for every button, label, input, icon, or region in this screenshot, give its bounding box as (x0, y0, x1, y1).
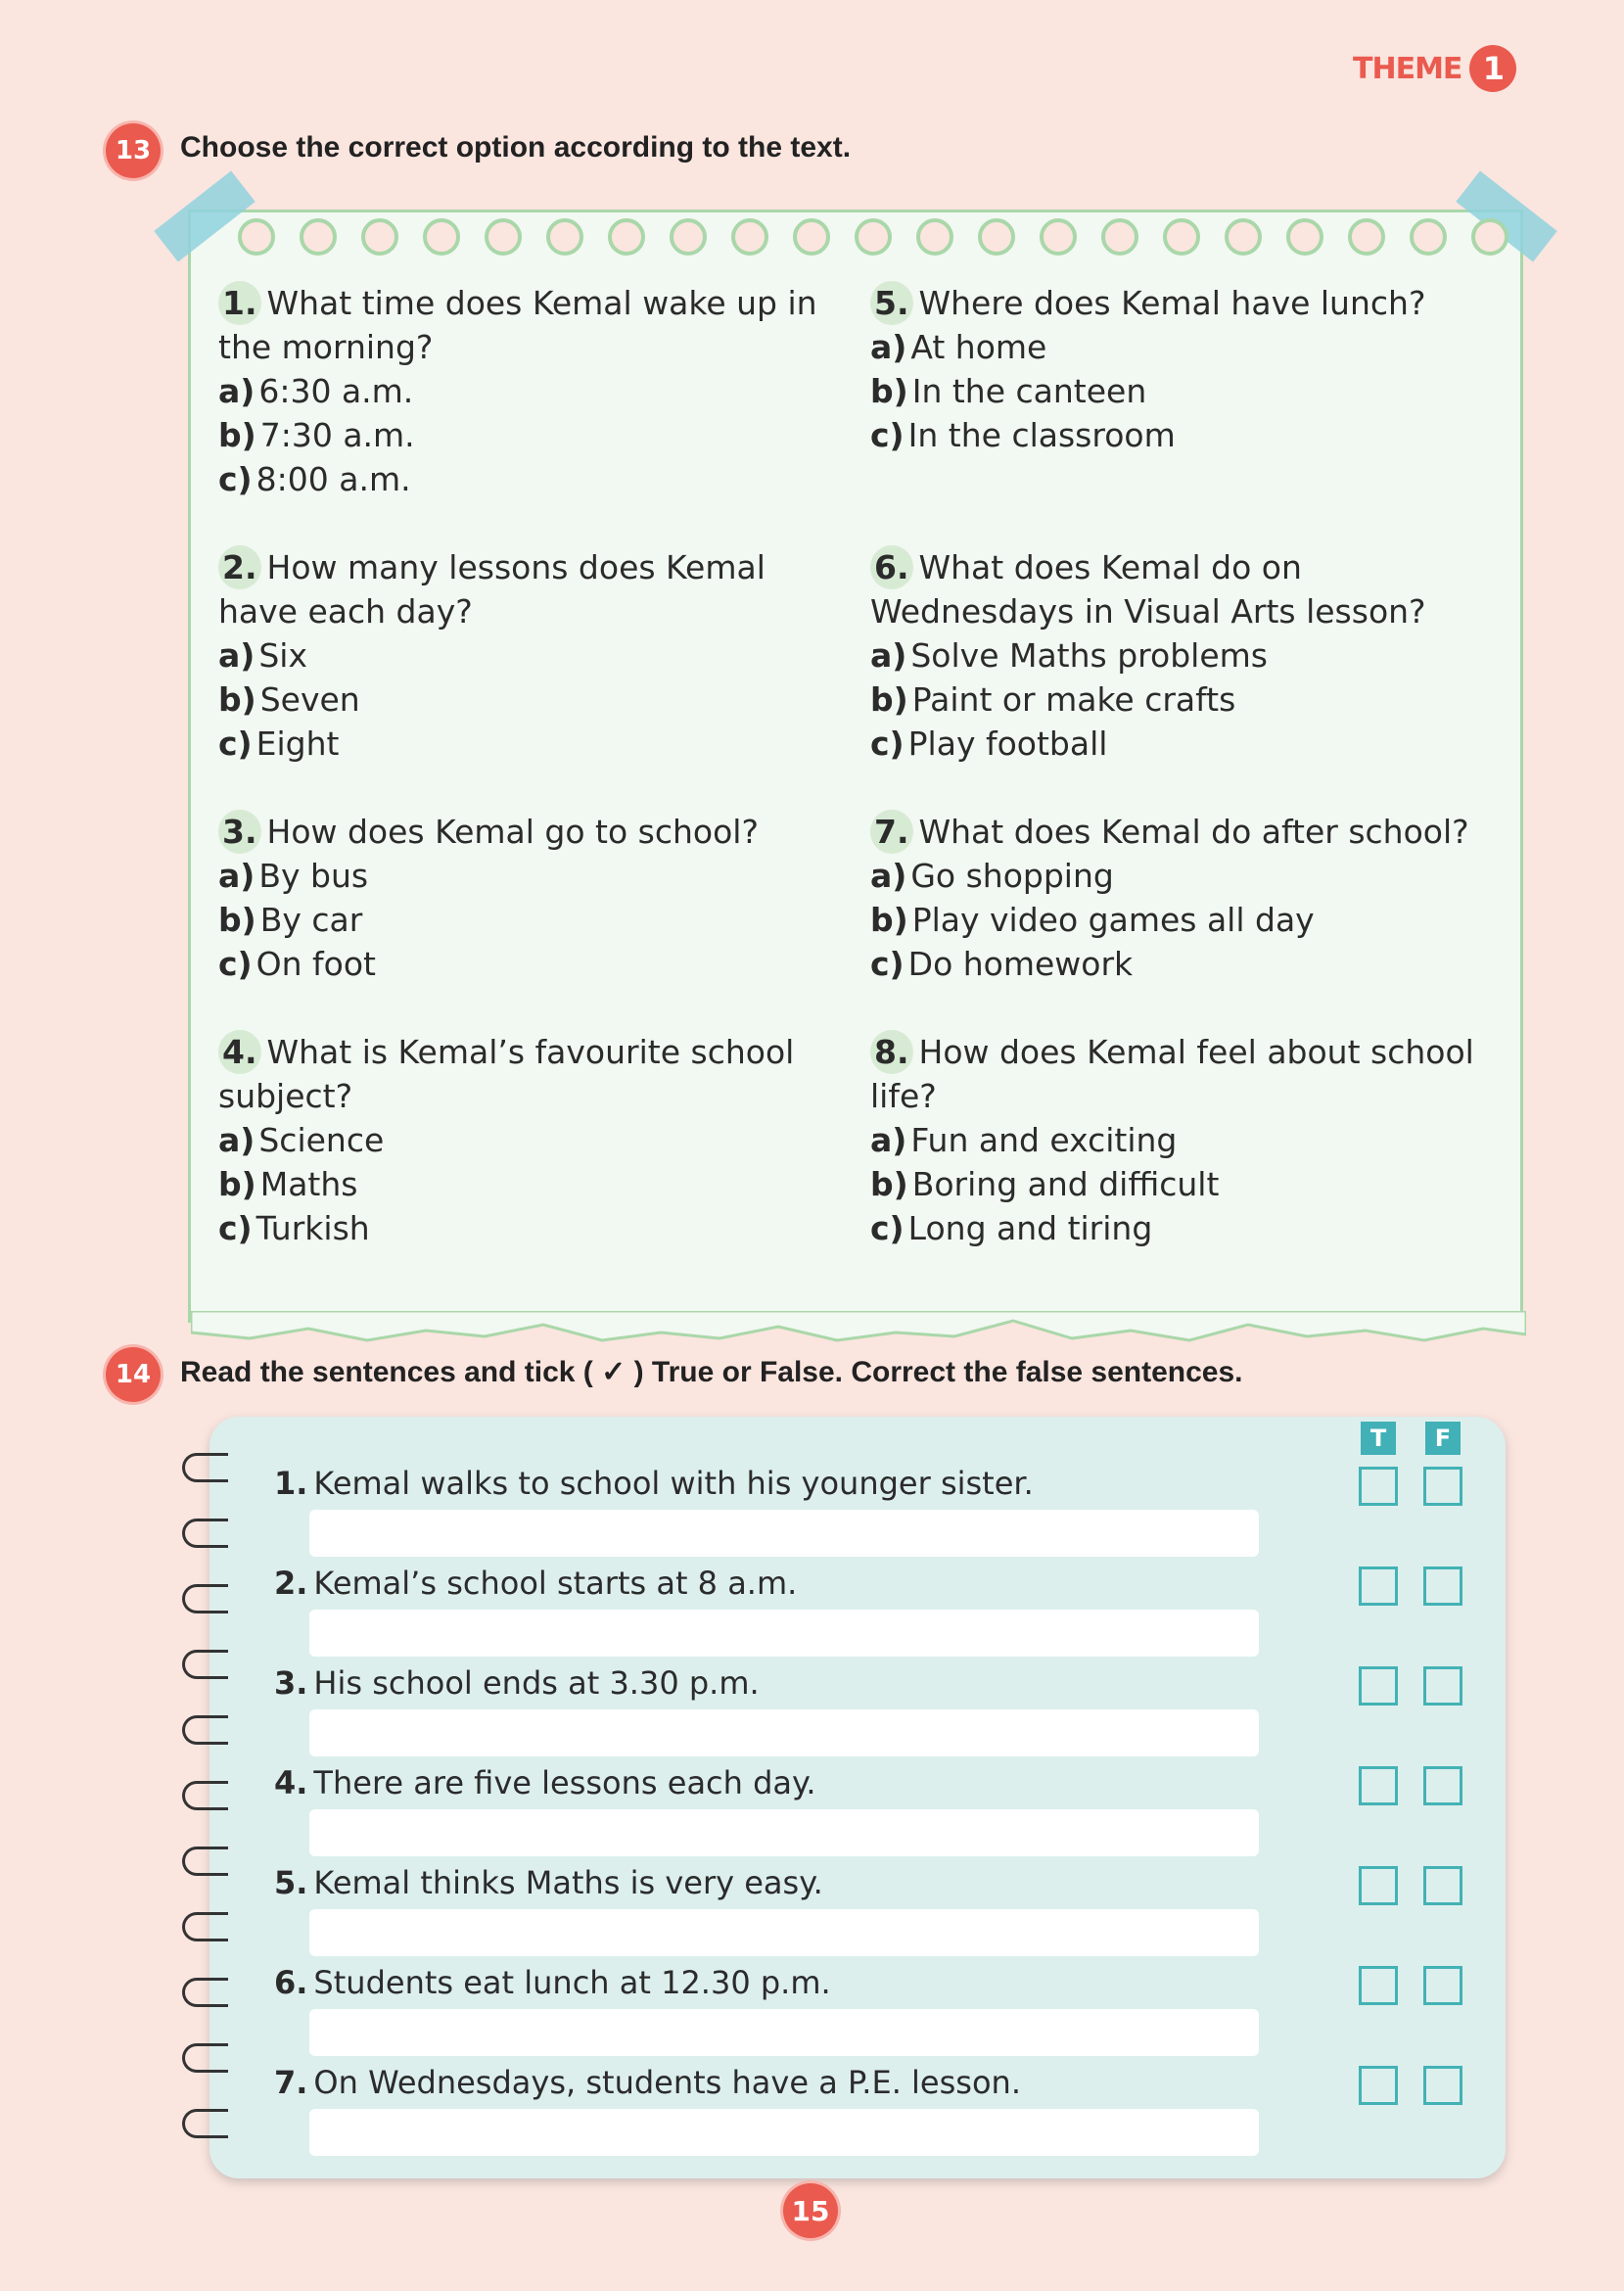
question-text: How does Kemal go to school? (266, 813, 759, 851)
answer-option[interactable] (218, 1162, 845, 1206)
statement-number: 4. (274, 1764, 308, 1801)
notebook-rings (238, 218, 1508, 256)
ring-hole (978, 218, 1015, 256)
answer-option[interactable] (218, 413, 845, 457)
answer-option[interactable] (870, 633, 1497, 678)
ring-hole (300, 218, 337, 256)
option-text: Maths (259, 1165, 358, 1203)
answer-option[interactable] (870, 854, 1497, 898)
true-checkbox[interactable] (1359, 1467, 1398, 1506)
ring-hole (793, 218, 830, 256)
statement-2 (274, 1565, 797, 1602)
spiral-binding-loop (182, 1715, 228, 1745)
option-text: Eight (255, 725, 340, 763)
ring-hole (238, 218, 275, 256)
question-2 (218, 545, 845, 766)
statement-number: 2. (274, 1565, 308, 1602)
answer-option[interactable] (218, 942, 845, 986)
correction-answer-line[interactable] (309, 1809, 1259, 1856)
task-13-number: 13 (106, 123, 161, 178)
option-letter: b) (218, 1165, 256, 1203)
statement-4 (274, 1764, 816, 1801)
option-letter: b) (218, 416, 256, 454)
option-text: 6:30 a.m. (258, 372, 414, 410)
question-text: What time does Kemal wake up in the morning? (218, 284, 817, 366)
statement-text: His school ends at 3.30 p.m. (313, 1664, 760, 1702)
option-letter: b) (218, 901, 256, 939)
theme-text: THEME (1353, 51, 1462, 86)
option-letter: c) (218, 1209, 253, 1247)
option-letter: a) (218, 857, 255, 895)
option-letter: b) (870, 372, 908, 410)
question-number: 6. (870, 545, 913, 589)
ring-hole (1163, 218, 1200, 256)
ring-hole (546, 218, 583, 256)
option-letter: a) (218, 372, 255, 410)
answer-option[interactable] (870, 325, 1497, 369)
question-stem (870, 281, 1497, 325)
false-checkbox[interactable] (1423, 1566, 1462, 1606)
option-letter: a) (218, 636, 255, 675)
option-letter: a) (870, 328, 907, 366)
ring-hole (1348, 218, 1385, 256)
question-text: What does Kemal do on Wednesdays in Visual Arts lesson? (870, 548, 1426, 631)
statement-text: There are five lessons each day. (313, 1764, 816, 1801)
option-text: In the canteen (911, 372, 1147, 410)
statement-5 (274, 1864, 823, 1901)
spiral-binding-loop (182, 2043, 228, 2073)
true-checkbox[interactable] (1359, 1566, 1398, 1606)
question-8 (870, 1030, 1497, 1250)
question-6 (870, 545, 1497, 766)
answer-option[interactable] (218, 1118, 845, 1162)
answer-option[interactable] (218, 633, 845, 678)
spiral-binding-loop (182, 1584, 228, 1613)
option-letter: c) (218, 945, 253, 983)
false-checkbox[interactable] (1423, 1467, 1462, 1506)
question-7 (870, 810, 1497, 986)
task-13-instruction: Choose the correct option according to the text. (180, 131, 852, 164)
option-text: Seven (259, 680, 360, 719)
true-checkbox[interactable] (1359, 1866, 1398, 1905)
task-14-number: 14 (106, 1347, 161, 1402)
option-text: Do homework (907, 945, 1134, 983)
question-stem (870, 810, 1497, 854)
question-card (188, 210, 1523, 1323)
statement-number: 7. (274, 2064, 308, 2101)
option-text: At home (910, 328, 1047, 366)
option-text: In the classroom (907, 416, 1176, 454)
ring-hole (423, 218, 460, 256)
correction-answer-line[interactable] (309, 1709, 1259, 1756)
statement-text: Kemal’s school starts at 8 a.m. (313, 1565, 798, 1602)
ring-hole (1410, 218, 1447, 256)
spiral-binding-loop (182, 2109, 228, 2138)
statement-3 (274, 1664, 760, 1702)
answer-option[interactable] (870, 369, 1497, 413)
option-text: Science (258, 1121, 385, 1159)
statement-number: 5. (274, 1864, 308, 1901)
question-text: How many lessons does Kemal have each day? (218, 548, 766, 631)
question-stem (218, 281, 845, 369)
question-text: Where does Kemal have lunch? (918, 284, 1426, 322)
ring-hole (485, 218, 522, 256)
question-text: What is Kemal’s favourite school subject? (218, 1033, 795, 1115)
true-checkbox[interactable] (1359, 2066, 1398, 2105)
page-number: 15 (783, 2183, 838, 2238)
question-number: 5. (870, 281, 913, 325)
option-text: Play video games all day (911, 901, 1315, 939)
option-text: Paint or make crafts (911, 680, 1236, 719)
option-text: Go shopping (910, 857, 1114, 895)
false-checkbox[interactable] (1423, 1966, 1462, 2005)
spiral-binding-loop (182, 1978, 228, 2007)
spiral-binding-loop (182, 1781, 228, 1810)
answer-option[interactable] (218, 1206, 845, 1250)
answer-option[interactable] (218, 898, 845, 942)
question-number: 7. (870, 810, 913, 854)
spiral-binding-loop (182, 1650, 228, 1679)
answer-option[interactable] (870, 678, 1497, 722)
ring-hole (1040, 218, 1077, 256)
ring-hole (731, 218, 768, 256)
true-column-header: T (1361, 1422, 1396, 1455)
option-letter: a) (218, 1121, 255, 1159)
option-letter: a) (870, 857, 907, 895)
question-3 (218, 810, 845, 986)
question-number: 3. (218, 810, 261, 854)
option-letter: b) (870, 901, 908, 939)
option-text: Fun and exciting (910, 1121, 1178, 1159)
statement-number: 3. (274, 1664, 308, 1702)
answer-option[interactable] (870, 898, 1497, 942)
question-text: How does Kemal feel about school life? (870, 1033, 1474, 1115)
true-checkbox[interactable] (1359, 1666, 1398, 1706)
option-letter: c) (870, 416, 905, 454)
ring-hole (608, 218, 645, 256)
correction-answer-line[interactable] (309, 1610, 1259, 1657)
question-stem (218, 545, 845, 633)
torn-paper-edge (191, 1311, 1526, 1350)
statement-text: On Wednesdays, students have a P.E. lesson. (313, 2064, 1021, 2101)
question-stem (870, 545, 1497, 633)
option-text: Play football (907, 725, 1108, 763)
task-14-instruction: Read the sentences and tick ( ✓ ) True or False. Correct the false sentences. (180, 1356, 1243, 1388)
theme-number-badge: 1 (1469, 45, 1516, 92)
option-text: By bus (258, 857, 369, 895)
option-text: Solve Maths problems (910, 636, 1268, 675)
spiral-binding-loop (182, 1453, 228, 1482)
option-letter: c) (218, 725, 253, 763)
answer-option[interactable] (218, 457, 845, 501)
statement-number: 1. (274, 1465, 308, 1502)
false-checkbox[interactable] (1423, 2066, 1462, 2105)
question-number: 2. (218, 545, 261, 589)
option-letter: c) (870, 725, 905, 763)
false-checkbox[interactable] (1423, 1666, 1462, 1706)
spiral-binding-loop (182, 1847, 228, 1876)
ring-hole (1471, 218, 1508, 256)
question-stem (218, 1030, 845, 1118)
false-column-header: F (1425, 1422, 1461, 1455)
option-text: 8:00 a.m. (255, 460, 411, 498)
spiral-binding-loop (182, 1912, 228, 1941)
ring-hole (1286, 218, 1323, 256)
option-letter: c) (218, 460, 253, 498)
answer-option[interactable] (218, 854, 845, 898)
true-checkbox[interactable] (1359, 1766, 1398, 1805)
option-text: Long and tiring (907, 1209, 1153, 1247)
correction-answer-line[interactable] (309, 2009, 1259, 2056)
statement-text: Kemal walks to school with his younger sister. (313, 1465, 1034, 1502)
option-text: 7:30 a.m. (259, 416, 415, 454)
option-text: Boring and difficult (911, 1165, 1220, 1203)
option-text: Turkish (255, 1209, 370, 1247)
statement-number: 6. (274, 1964, 308, 2001)
option-text: Six (258, 636, 308, 675)
correction-answer-line[interactable] (309, 1909, 1259, 1956)
option-letter: b) (870, 680, 908, 719)
option-text: On foot (255, 945, 376, 983)
false-checkbox[interactable] (1423, 1766, 1462, 1805)
correction-answer-line[interactable] (309, 1510, 1259, 1557)
answer-option[interactable] (218, 369, 845, 413)
answer-option[interactable] (218, 678, 845, 722)
option-letter: b) (870, 1165, 908, 1203)
answer-option[interactable] (870, 942, 1497, 986)
option-letter: a) (870, 1121, 907, 1159)
question-stem (870, 1030, 1497, 1118)
question-5 (870, 281, 1497, 457)
question-text: What does Kemal do after school? (918, 813, 1469, 851)
false-checkbox[interactable] (1423, 1866, 1462, 1905)
answer-option[interactable] (870, 1118, 1497, 1162)
option-letter: c) (870, 945, 905, 983)
spiral-binding-loop (182, 1519, 228, 1548)
correction-answer-line[interactable] (309, 2109, 1259, 2156)
ring-hole (855, 218, 892, 256)
answer-option[interactable] (870, 722, 1497, 766)
true-checkbox[interactable] (1359, 1966, 1398, 2005)
option-text: By car (259, 901, 363, 939)
statement-1 (274, 1465, 1034, 1502)
question-1 (218, 281, 845, 501)
question-4 (218, 1030, 845, 1250)
statement-text: Kemal thinks Maths is very easy. (313, 1864, 823, 1901)
answer-option[interactable] (870, 1206, 1497, 1250)
ring-hole (361, 218, 398, 256)
question-stem (218, 810, 845, 854)
answer-option[interactable] (218, 722, 845, 766)
answer-option[interactable] (870, 1162, 1497, 1206)
ring-hole (1225, 218, 1262, 256)
ring-hole (916, 218, 953, 256)
statement-7 (274, 2064, 1021, 2101)
question-number: 8. (870, 1030, 913, 1074)
statement-6 (274, 1964, 831, 2001)
question-number: 1. (218, 281, 261, 325)
option-letter: b) (218, 680, 256, 719)
ring-hole (1101, 218, 1138, 256)
question-number: 4. (218, 1030, 261, 1074)
option-letter: c) (870, 1209, 905, 1247)
ring-hole (670, 218, 707, 256)
theme-label (1353, 45, 1516, 92)
option-letter: a) (870, 636, 907, 675)
answer-option[interactable] (870, 413, 1497, 457)
statement-text: Students eat lunch at 12.30 p.m. (313, 1964, 831, 2001)
